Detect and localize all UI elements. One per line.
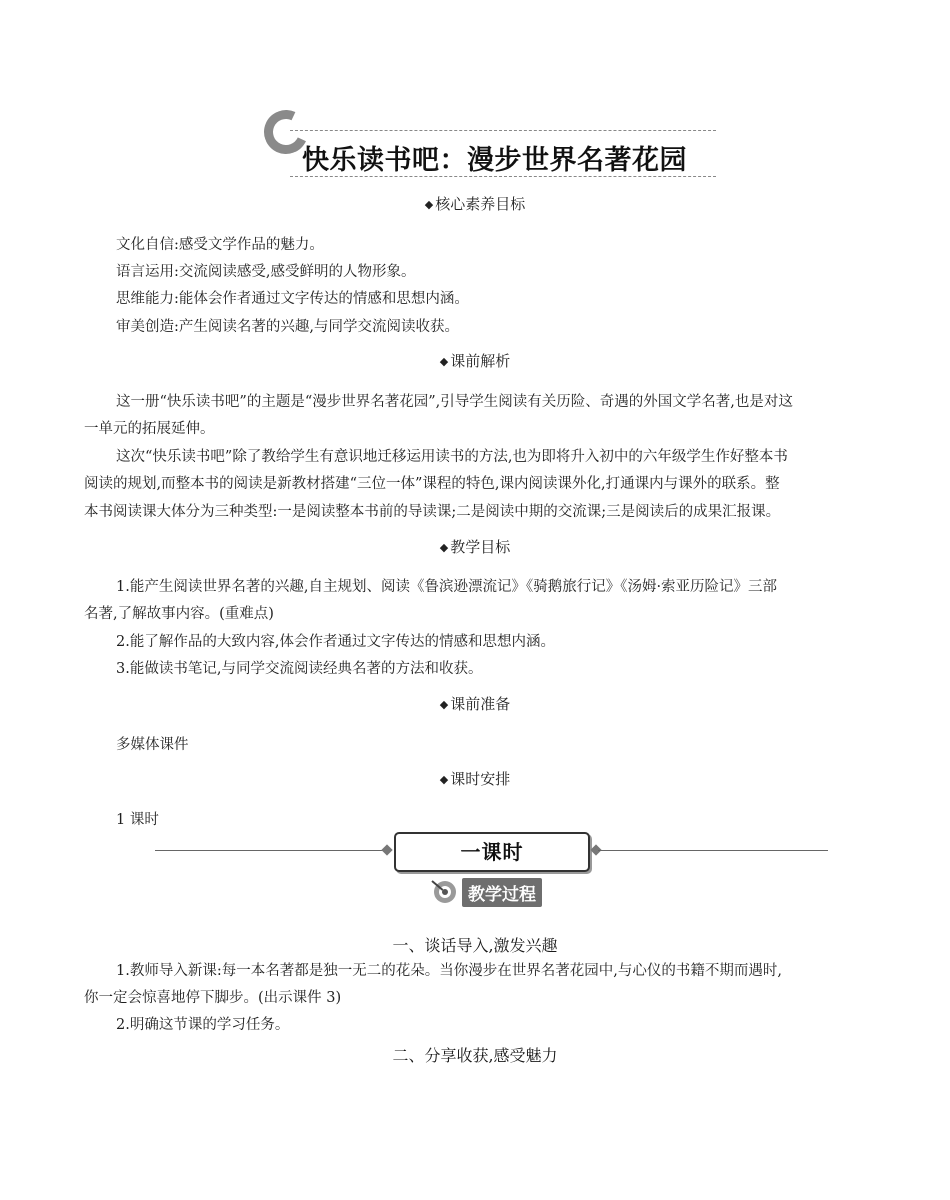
part1-line: 1.教师导入新课:每一本名著都是独一无二的花朵。当你漫步在世界名著花园中,与心仪的书籍不期而遇时, bbox=[116, 963, 782, 979]
section-prep-label: 课前准备 bbox=[450, 695, 511, 713]
analysis-line: 本书阅读课大体分为三种类型:一是阅读整本书前的导读课;二是阅读中期的交流课;三是阅读后的成果汇报课。 bbox=[84, 504, 781, 520]
analysis-line: 一单元的拓展延伸。 bbox=[84, 421, 215, 437]
diamond-icon: ◆ bbox=[424, 198, 434, 211]
section-goals-label: 教学目标 bbox=[450, 538, 511, 556]
diamond-icon: ◆ bbox=[439, 773, 449, 786]
core-item: 思维能力:能体会作者通过文字传达的情感和思想内涵。 bbox=[116, 291, 469, 307]
part1-line: 2.明确这节课的学习任务。 bbox=[116, 1017, 290, 1033]
lesson-divider-right bbox=[598, 850, 828, 851]
lesson-box bbox=[394, 832, 590, 872]
core-item: 文化自信:感受文学作品的魅力。 bbox=[116, 237, 324, 253]
analysis-line: 这次“快乐读书吧”除了教给学生有意识地迁移运用读书的方法,也为即将升入初中的六年级学生作好整本书 bbox=[116, 449, 788, 465]
process-label: 教学过程 bbox=[462, 878, 542, 907]
lesson-label: 一课时 bbox=[460, 840, 524, 864]
part2-heading: 二、分享收获,感受魅力 bbox=[392, 1046, 558, 1065]
process-badge bbox=[432, 878, 542, 906]
goal-line: 1.能产生阅读世界名著的兴趣,自主规划、阅读《鲁滨逊漂流记》《骑鹅旅行记》《汤姆·索亚历险记》三部 bbox=[116, 579, 778, 595]
prep-text: 多媒体课件 bbox=[116, 737, 189, 753]
part1-heading: 一、谈话导入,激发兴趣 bbox=[392, 936, 558, 955]
section-analysis-heading bbox=[0, 350, 950, 371]
core-item: 语言运用:交流阅读感受,感受鲜明的人物形象。 bbox=[116, 264, 416, 280]
title-dashed-line-bottom bbox=[290, 176, 716, 177]
section-prep-heading bbox=[0, 693, 950, 714]
part1-line: 你一定会惊喜地停下脚步。(出示课件 3) bbox=[84, 990, 342, 1006]
schedule-text: 1 课时 bbox=[116, 812, 159, 828]
analysis-line: 阅读的规划,而整本书的阅读是新教材搭建“三位一体”课程的特色,课内阅读课外化,打通课内与课外的联系。整 bbox=[84, 476, 780, 492]
title-dashed-line-top bbox=[290, 130, 716, 131]
section-schedule-heading bbox=[0, 768, 950, 789]
page-title: 快乐读书吧：漫步世界名著花园 bbox=[302, 145, 687, 176]
section-schedule-label: 课时安排 bbox=[450, 770, 511, 788]
analysis-line: 这一册“快乐读书吧”的主题是“漫步世界名著花园”,引导学生阅读有关历险、奇遇的外国文学名著,也是对这 bbox=[116, 394, 793, 410]
goal-line: 名著,了解故事内容。(重难点) bbox=[84, 606, 274, 622]
title-banner bbox=[262, 110, 722, 182]
diamond-icon: ◆ bbox=[439, 541, 449, 554]
lesson-divider-left bbox=[155, 850, 387, 851]
core-item: 审美创造:产生阅读名著的兴趣,与同学交流阅读收获。 bbox=[116, 319, 459, 335]
diamond-icon: ◆ bbox=[439, 698, 449, 711]
section-core-label: 核心素养目标 bbox=[435, 195, 526, 213]
diamond-icon: ◆ bbox=[439, 355, 449, 368]
section-analysis-label: 课前解析 bbox=[450, 352, 511, 370]
divider-dot-left bbox=[381, 844, 392, 855]
goal-line: 3.能做读书笔记,与同学交流阅读经典名著的方法和收获。 bbox=[116, 661, 483, 677]
section-goals-heading bbox=[0, 536, 950, 557]
section-core-heading bbox=[0, 193, 950, 214]
goal-line: 2.能了解作品的大致内容,体会作者通过文字传达的情感和思想内涵。 bbox=[116, 634, 555, 650]
target-icon bbox=[432, 878, 460, 906]
